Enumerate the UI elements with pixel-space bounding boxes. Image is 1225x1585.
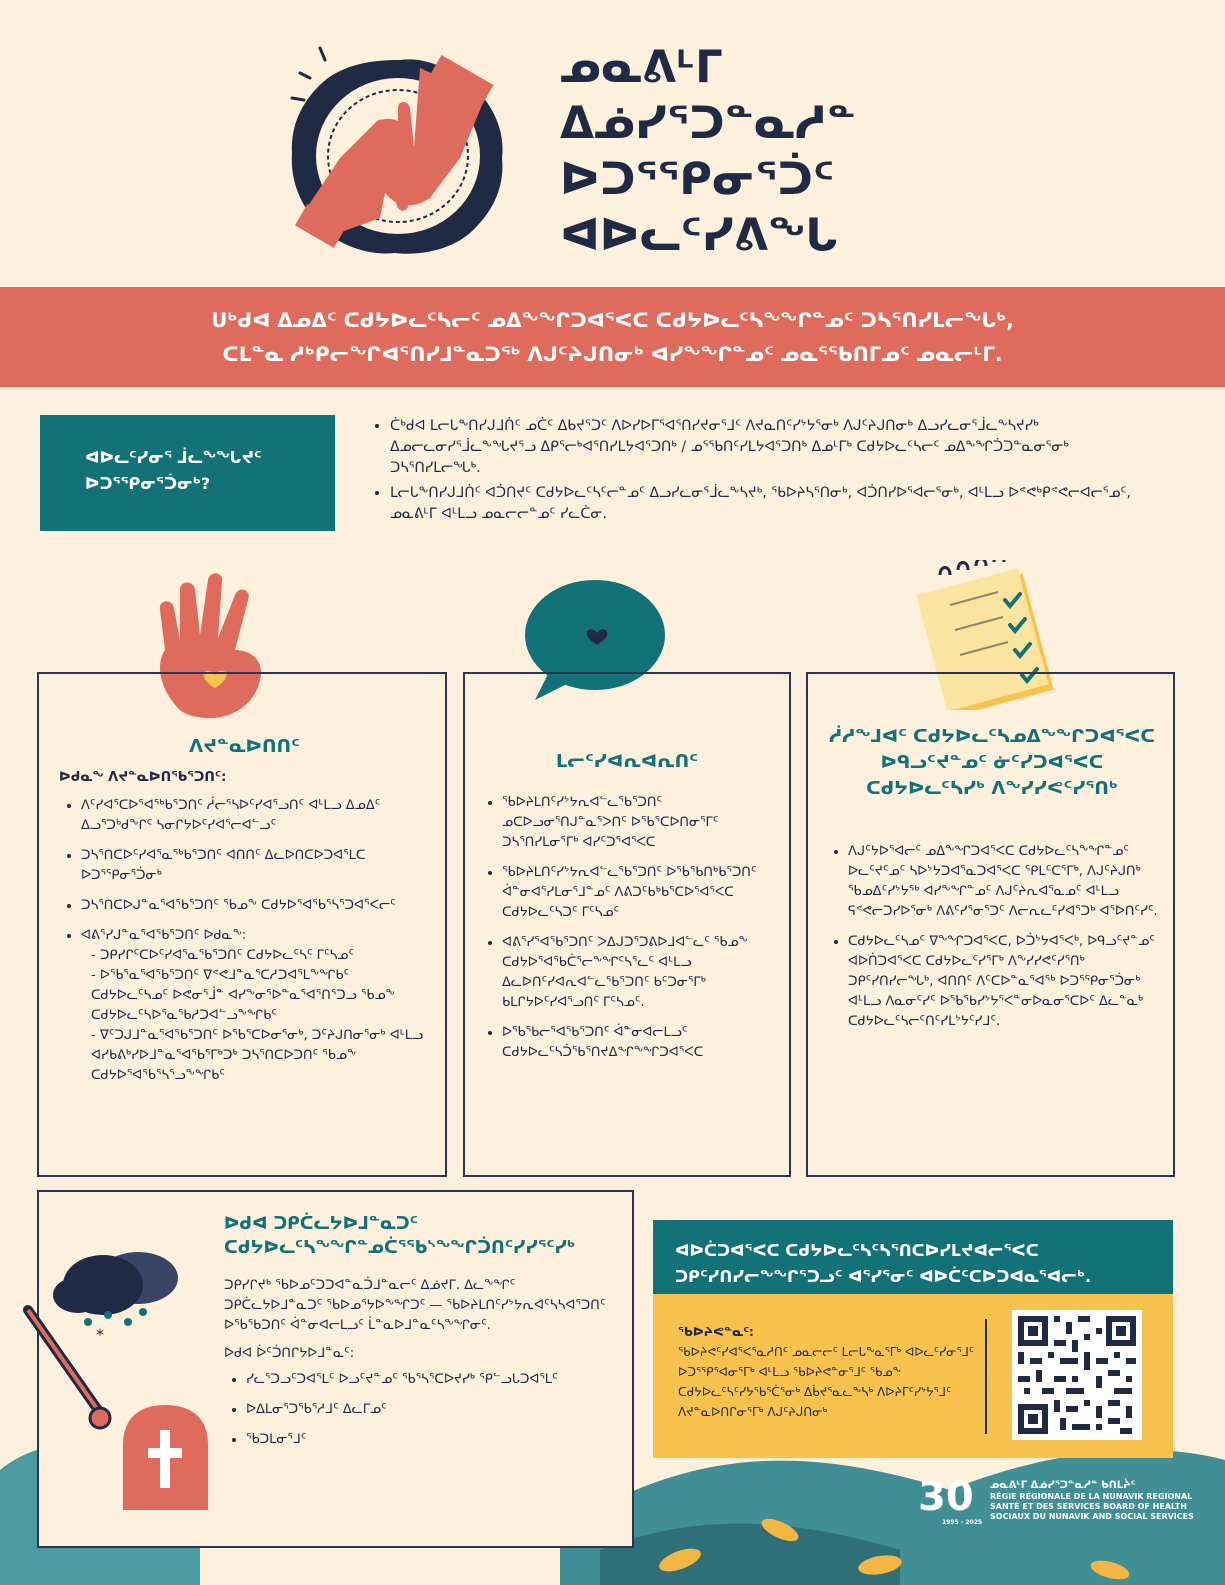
page-title — [560, 40, 856, 264]
sub-item: - ᑐᑭᓯᒋᑦᑕᐅᑦᓯᐊᕐᓇᕐᑲᕐᑐᑎᑦ ᑕᑯᔭᐅᓚᑦᓴᑦ ᒥᑦᓴᓄᑦ — [91, 948, 355, 963]
card-heading: ᓲᓱᖕᒧᐊᑦ ᑕᑯᔭᐅᓚᑦᓴᓄᐃᖕᖏᑐᐊᕐᐸᑕ ᐅᑫᓗᑦᔪᓐᓄᑦ ᓃᑦᓯᑐᐊᕐᐸᑕ ᑕᑯᔭᐅᓚᑦᓴᓯᒃ ᐱᖕᓯᓯᕙᑦᓯᕐᑎᒃ — [828, 726, 1156, 799]
section-heading: ᑕᑯᔭᐅᓚᑦᓴᖕᖏᓐᓄᑖᕐᖃᔅᖕᖏᑑᑎᑦᓯᓯᕐᑦᓯᒃ — [224, 1238, 576, 1258]
list-item: • ᖃᐅᔨᒪᑎᑦᓯᔾᔭᕆᐊᓪᓚᕐᑲᕐᑐᑎᑦ ᐅᖃᕐᑲᑎᒃᑲᕐᑐᑎᑦ ᐋᓐᓂᐊᕐᓯᒪᓂᕐᒧᓐᓄᑦ ᐱᕕᑐᑦᑲᒃᑲᕐᑕᐅᕐᐊᕐᐸᑕ ᑕᑯᔭᐅᓚᑦᓴᑐᑦ ᒥᑦᓴᓄᑦ — [502, 863, 774, 923]
list-item: • ᐊᕕᕐᓯᕐᐊᕐᑲᕐᑐᑎᑦ ᐳᐃᒍᑐᕐᑐᕕᐅᒧᐊᓪᓚᑦ ᖃᓄᖕ ᑕᑯᔭᐅᕐᐊᕐᑲᑖᕐᓕᖕᖏᑦᓴᕐᓚᑦ ᐊᒻᒪᓗ ᐃᓚᐅᑎᑦᓯᐊᕆᐊᓪᓚᕐᑲᕐᑐᑎᑦ ᑲᑦᑐᓂᕐᒥᒃ ᑲᒪᒋᔭᐅᑦᓯᐊᕐᓗᑎᑦ ᒥᑦᓴᓄᑦ. — [502, 933, 774, 1013]
title-line: ᐊᐅᓚᑦᓯᕕᖓ — [560, 210, 839, 261]
list-item: • ᐅᐃᒪᓂᕐᑐᖃᕐᓱᒧᑦ ᐃᓚᒥᓄᑦ — [246, 1400, 612, 1420]
org-line: ᓄᓇᕕᒻᒥ ᐃᓅᓯᕐᑐᓐᓇᓱᓐ ᑲᑎᒪᔩᑦ — [990, 1480, 1136, 1491]
card-heading: ᐱᔪᓐᓇᐅᑎᑎᑦ — [189, 736, 300, 757]
title-line: ᐅᑐᕐᕿᓂᕐᑑᑦ — [560, 154, 835, 205]
org-line: RÉGIE RÉGIONALE DE LA NUNAVIK REGIONAL — [990, 1492, 1193, 1501]
section-heading: ᐅᑯᐊ ᑐᑭᑖᓚᔭᐅᒧᓐᓇᑐᑦ — [224, 1214, 418, 1234]
question-box — [40, 415, 335, 531]
list-item: • ᓯᓚᕐᑐᓗᑦᑐᐊᕐᒪᑦ ᐅᓗᑦᔪᓐᓄᑦ ᖃᕐᓴᕐᑕᐅᔪᓯᒃ ᕿᓪᓗᒐᑐᐊᕐᒪᑦ — [246, 1370, 612, 1390]
section-paragraph: ᑐᑭᓯᒋᔪᒃ ᖃᐅᓄᑦᑐᑐᐊᓐᓇᑑᒧᓐᓇᓕᑦ ᐃᓅᔪᒥ. ᐃᓚᖕᖏᑦ ᑐᑭᑖᓚᔭᐅᒧᓐᓇᑐᑦ ᖃᐅᓄᕐᔭᐅᖕᖏᑐᑦ — ᖃᐅᔨᒪᑎᑦᓯᔾᔭᕆᐊᑦᓴᓴᐊᕐᑐᑎᑦ ᐅᖃᕐᑲᑐᑎᑦ ᐋᓐᓂᐊᓕᒪᓗᑦ ᒫᓐᓇᐅᒧᓐᓇᑦᓴᖕᖏᓂᑦ. — [224, 1278, 606, 1333]
contact-text: ᖃᐅᔨᕙᑦᓯᐊᕐᐸᕐᓇᓱᑎᑦ ᓄᓇᓕᓕᑦ ᒪᓕᒐᖕᓇᕐᒥᒃ ᐊᐅᓚᑦᓯᓂᕐᒧᑦ ᐅᑐᕐᕿᕐᐊᓂᕐᒥᒃ ᐊᒻᒪᓗ ᖃᐅᔨᕙᓐᓂᕐᒧᑦ ᖃᓄᖕ ᑕᑯᔭᐅᓚᑦᓴᑦᓯᔭᕐᑲᕐᑖᕐᓂᒃ ᐃᑳᔪᕐᓇᓚᖕᓴᒃ ᐱᐅᔨᒥᑦᓯᔾᔭᕐᒧᑦ ᐱᔪᓐᓇᐅᑎᒋᓂᕐᒥᒃ ᐱᒍᑦᔨᒍᑎᓂᒃ — [678, 1345, 975, 1419]
org-line: SOCIAUX DU NUNAVIK AND SOCIAL SERVICES — [990, 1512, 1194, 1521]
intro-bullets — [370, 416, 1150, 529]
list-item: • ᑕᑯᔭᐅᓚᑦᓴᓄᑦ ᐁᖕᖏᑐᐊᕐᐸᑕ, ᐅᑑᔾᔭᐊᕐᐸᒃ, ᐅᑫᓗᑦᔪᓐᓄᑦ ᐊᐅᑏᑐᐊᕐᐸᑕ ᑕᑯᔭᐅᓚᑦᓯᕐᒥᒃ ᐱᖕᓯᓯᕙᑦᓯᕐᑎᒃ ᑐᑭᑦᓯᑎᓯᓕᖓᒃ, ᐊᑎᑎᑦ ᐱᑦᑕᐅᓐᓇᕐᐊᕐᒃ ᐅᑐᕐᕿᓂᕐᑑᓂᒃ ᐊᒻᒪᓗ ᐱᓇᓂᑦᓯᑦ ᐅᖃᕐᑲᓯᔾᔭᕐᐸᓐᓂᐅᓇᓂᕐᑕᐅᑦ ᐃᓚᓐᓇᒃ ᑕᑯᔭᐅᓚᑦᓴᓕᑦᑎᑦᓯᒪᔾᔭᑦᓯᒧᑦ. — [848, 932, 1158, 1032]
list-item: • ᑐᓴᕐᑎᑕᐅᒍᓐᓇᕐᐊᕐᑲᕐᑐᑎᑦ ᖃᓄᖕ ᑕᑯᔭᐅᕐᐊᖃᕐᓴᕐᑐᐊᕐᐸᓕᑦ — [81, 896, 430, 916]
list-item — [81, 926, 430, 1086]
intro-banner — [0, 287, 1225, 387]
organization-name — [990, 1480, 1194, 1522]
banner-line: ᑕᒪᓐᓇ ᓱᒃᑭᓕᖏᐊᕐᑎᓯᒧᓐᓇᑐᖅ ᐱᒍᑦᔨᒍᑎᓂᒃ ᐊᓯᖕᖏᓐᓄᑦ ᓄᓇᕐᖃᑎᒥᓄᑦ ᓄᓇᓕᒻᒥ. — [222, 342, 1003, 366]
list-item: • ᐅᖃᕐᑲᓕᕐᐊᕐᑲᕐᑐᑎᑦ ᐋᓐᓂᐊᓕᒪᓗᑦ ᑕᑯᔭᐅᓚᑦᓴᑑᕐᑲᕐᑎᔪᐃᖏᖕᖏᑐᐊᕐᐸᑕ — [502, 1023, 774, 1063]
list-item: • ᑖᒃᑯᐊ ᒪᓕᒐᖕᑎᓯᒍᒧᑏᑦ ᓄᑖᑦ ᐃᑲᔪᕐᑐᑦ ᐱᐅᓯᐅᒥᕐᐊᕐᑎᓯᔪᓂᕐᒧᑦ ᐱᔪᓇᑎᑦᓯᔾᔭᕐᓂᒃ ᐱᒍᑦᔨᒍᑎᓂᒃ ᐃᓗᓯᓚᓂᕐᒨᓚᖕᓴᔪᓯᒃ ᐃᓄᓕᓚᓂᓯᕐᒨᓚᖕᖓᔪᕐᓗ ᐃᑭᕐᓕᒃᐊᕐᑎᓯᒪᔭᐊᕐᑐᑎᒃ / ᓄᕐᖃᑎᑦᓯᒪᔭᐊᕐᑐᑎᒃ ᐃᓄᒻᒥᒃ ᑕᑯᔭᐅᓚᑦᓴᓕᑦ ᓄᐃᖕᖏᑑᑐᓐᓇᓂᕐᓂᒃ ᑐᓴᕐᑎᓯᒪᓕᖓᒃ. — [390, 416, 1150, 479]
list-item: • ᖃᑐᒪᓂᕐᒧᑦ — [246, 1430, 612, 1450]
question-text: ᐊᐅᓚᑦᓯᓂᕐ ᒨᓚᖕᖓᔪᑦ ᐅᑐᕐᕿᓂᕐᑑᓂᒃ? — [85, 448, 262, 493]
title-line: ᓄᓇᕕᒻᒥ — [560, 42, 723, 93]
sub-item: - ᐅᖃᕐᓇᕐᐊᕐᑲᕐᑐᑎᑦ ᐁᕝᕙᒧᓐᓇᕐᑕᓱᑐᐊᕐᒪᖕᖏᑲᑦ ᑕᑯᔭᐅᓚᑦᓴᓄᑦ ᐅᕙᓂᕐᒨᓐ ᐊᓯᖕᓂᕐᐅᓐᓇᕐᐊᕐᑎᕐᑐᓗ ᖃᓄᖕ ᑕᑯᔭᐅᓚᑦᓴᐅᕐᓇᕐᑲᓱᑐᐊᓪᓗᖕᖏᑲᑦ — [91, 968, 395, 1023]
list-item: • ᖃᐅᔨᒪᑎᑦᓯᔾᔭᕆᐊᓪᓚᕐᑲᕐᑐᑎᑦ ᓄᑕᐅᓗᓂᕐᑎᒍᓐᓇᕐᐳᑎᑦ ᐅᖃᕐᑕᐅᑎᓂᕐᒥᑦ ᑐᓴᕐᑎᓯᒪᓂᕐᒥᒃ ᐊᓯᑦᑐᕐᐊᕐᐸᑕ — [502, 793, 774, 853]
anniversary-logo — [918, 1475, 988, 1525]
banner-line: ᑌᒃᑯᐊ ᐃᓄᐃᑦ ᑕᑯᔭᐅᓚᑦᓴᓕᑦ ᓄᐃᖕᖏᑐᐊᕐᐸᑕ ᑕᑯᔭᐅᓚᑦᓴᖕᖏᓐᓄᑦ ᑐᓴᕐᑎᓯᒪᓕᖓᒃ, — [211, 308, 1014, 332]
list-item: • ᐱᑦᓯᐊᕐᑕᐅᕐᐊᖅᑲᕐᑐᑎᑦ ᓲᓕᕐᓴᐅᑦᓯᐊᕐᓗᑎᑦ ᐊᒻᒪᓗ ᐃᓄᐃᑦ ᐃᓗᕐᑐᒃᑯᖕᒋᑦ ᓴᓂᒋᔭᐅᑦᓯᐊᕐᓕᐊᓪᓗᑦ — [81, 796, 430, 836]
title-line: ᐃᓅᓯᕐᑐᓐᓇᓱᓐ — [560, 98, 856, 149]
concerns-card — [806, 672, 1175, 1177]
tombstone-icon — [118, 1400, 213, 1510]
qr-code[interactable] — [1012, 1310, 1142, 1440]
card-heading: ᒪᓕᑦᓯᐊᕆᐊᕆᑎᑦ — [556, 751, 698, 772]
section-subheading: ᐅᑯᐊ ᐆᑦᑑᑎᒋᔭᐅᒧᓐᓇᑦ: — [224, 1346, 355, 1361]
list-item: • ᑐᓴᕐᑎᑕᐅᑦᓯᐊᕐᓇᖅᑲᕐᑐᑎᑦ ᐊᑎᑎᑦ ᐃᓚᐅᑎᑕᐅᑐᐊᕐᒪᑕ ᐅᑐᕐᕿᓂᕐᑑᓂᒃ — [81, 846, 430, 886]
list-item: • ᒪᓕᒐᖕᑎᓯᒍᒧᑏᑦ ᐊᑑᑎᔪᑦ ᑕᑯᔭᐅᓚᑦᓴᑦᓕᓐᓄᑦ ᐃᓗᓯᓚᓂᕐᒨᓚᖕᓴᔪᒃ, ᖃᐅᔨᓴᕐᑎᓂᒃ, ᐊᑑᑎᓯᐅᕐᐊᓕᕐᓂᒃ, ᐊᒻᒪᓗ ᐅᕝᕙᒃᑭᕝᕙᓕᐊᓕᕐᓄᑦ, ᓄᓇᕕᒻᒥ ᐊᒻᒪᓗ ᓄᓇᓕᓕᓐᓄᑦ ᓯᓚᑖᓂ. — [390, 483, 1150, 525]
list-item: • ᐱᒍᑦᔭᐅᕐᐊᓕᑦ ᓄᐃᖕᖏᑐᐊᕐᐸᑕ ᑕᑯᔭᐅᓚᑦᓴᖕᖏᓐᓄᑦ ᐅᓚᑦᔪᑦᓄᑦ ᓴᐅᔾᔭᑐᐊᕐᓇᑐᐊᕐᐸᑕ ᕿᒪᑦᑕᕐᒥᒃ, ᐱᒍᑦᔨᒍᑎᒃ ᖃᓄᐃᑦᓯᔾᔭᖅ ᐊᓯᖕᖏᓐᓄᑦ ᐱᒍᑦᔨᕆᐊᕐᓇᓄᑦ ᐊᒻᒪᓗ ᕋᕝᕙᓕᑐᓯᐅᕐᓂᒃ ᐱᕕᑦᓯᕐᓂᕐᑐᑦ ᐱᓕᕆᓚᑦᓯᐊᕐᑐᒃ ᐊᕐᐅᑎᑦᓯᑦ. — [848, 842, 1158, 922]
helping-hands-emblem — [280, 38, 520, 263]
responsibilities-card — [463, 672, 791, 1177]
logo-number: 30 — [918, 1474, 974, 1520]
reporting-line: ᑐᑭᑦᓯᑎᓯᓕᖕᖏᕐᑐᓗᑦ ᐊᕐᓯᕐᓂᑦ ᐊᐅᑖᑦᑕᐅᑐᐊᓇᕐᐊᓕᒃ. — [675, 1267, 1092, 1286]
card-subheading: ᐅᑯᓇᖕ ᐱᔪᓐᓇᐅᑎᕐᑲᕐᑐᑎᑦ: — [59, 770, 227, 785]
logo-years: 1995 - 2025 — [942, 1519, 983, 1526]
contact-heading: ᖃᐅᔨᕙᓐᓇᑦ: — [678, 1325, 754, 1339]
reporting-line: ᐊᐅᑖᑐᐊᕐᐸᑕ ᑕᑯᔭᐅᓚᑦᓴᑦᓴᕐᑎᑕᐅᓯᒪᔪᐊᓕᕐᐸᑕ — [675, 1241, 1039, 1260]
list-item-text: ᐊᕕᕐᓯᒍᓐᓇᕐᐊᕐᑲᕐᑐᑎᑦ ᐅᑯᓇᖕ: — [81, 928, 247, 943]
svg-text:*: * — [96, 1325, 104, 1344]
org-line: SANTÉ ET DES SERVICES BOARD OF HEALTH — [990, 1502, 1187, 1511]
sub-item: - ᐁᑦᑐᒍᒧᓐᓇᕐᐊᕐᑲᕐᑐᑎᑦ ᐅᖃᕐᑕᐅᓂᕐᓂᒃ, ᑐᑦᔨᒍᑎᓂᕐᓂᒃ ᐊᒻᒪᓗ ᐊᓯᑲᕕᒃᓯᐅᒧᓐᓇᕐᐊᕐᑲᕐᒥᒃᑐᒃ ᑐᓴᕐᑎᑕᐅᑐᑎᑦ ᖃᓄᖕ ᑕᑯᔭᐅᕐᐊᖃᕐᓴᕐᓗᖕᖏᑲᑦ — [91, 1028, 424, 1083]
rights-card — [37, 672, 447, 1177]
